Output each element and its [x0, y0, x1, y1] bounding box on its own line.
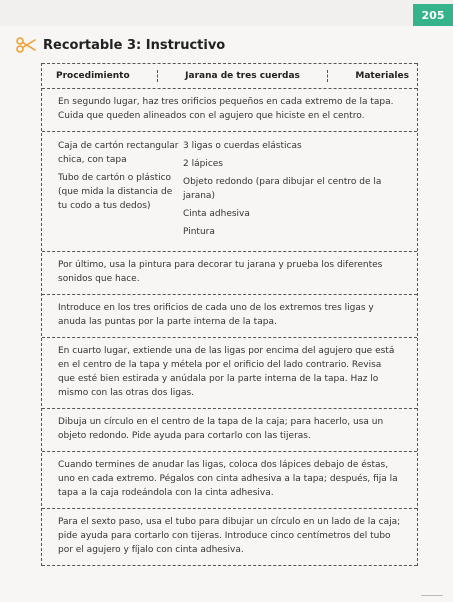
- page-title: Recortable 3: Instructivo: [43, 37, 226, 53]
- step-card: Dibuja un círculo en el centro de la tapa de la caja; para hacerlo, usa un objeto redondo. Pide ayuda para cortarlo con las tijeras.: [42, 408, 417, 451]
- header-materiales: Materiales: [355, 71, 409, 81]
- step-card: Cuando termines de anudar las ligas, coloca dos lápices debajo de éstas, uno en cada extremo. Pégalos con cinta adhesiva a la tapa; después, fija la tapa a la caja rodeándola con la cinta adhesiva.: [42, 451, 417, 508]
- top-band: [0, 0, 453, 26]
- scissors-icon: [15, 37, 37, 53]
- step-card: Introduce en los tres orificios de cada uno de los extremos tres ligas y anuda las puntas por la parte interna de la tapa.: [42, 294, 417, 337]
- header-jarana: Jarana de tres cuerdas: [185, 71, 300, 81]
- corner-mark: [421, 595, 443, 602]
- header-separator: [157, 70, 158, 82]
- material-item: 3 ligas o cuerdas elásticas: [183, 141, 302, 151]
- step-card: Para el sexto paso, usa el tubo para dibujar un círculo en un lado de la caja; pide ayuda para cortarlo con tijeras. Introduce cinco centímetros del tubo por el agujero y fíjalo con cinta adhesiva.: [42, 508, 417, 566]
- material-item: Cinta adhesiva: [183, 209, 250, 219]
- cutout-card: [41, 63, 418, 566]
- page-number: 205: [413, 4, 453, 26]
- materials-right-column: [183, 139, 401, 243]
- step-card: Por último, usa la pintura para decorar tu jarana y prueba los diferentes sonidos que hace.: [42, 251, 417, 294]
- material-item: Tubo de cartón o plástico (que mida la distancia de tu codo a tus dedos): [58, 173, 173, 211]
- step-card: En segundo lugar, haz tres orificios pequeños en cada extremo de la tapa. Cuida que queden alineados con el agujero que hiciste en el centro.: [42, 88, 417, 131]
- material-item: Objeto redondo (para dibujar el centro de la jarana): [183, 177, 382, 201]
- material-item: Caja de cartón rectangular chica, con tapa: [58, 141, 179, 165]
- material-item: Pintura: [183, 227, 215, 237]
- title-row: [15, 37, 225, 53]
- card-header: [42, 63, 417, 88]
- materials-left-column: [58, 139, 183, 243]
- header-separator: [327, 70, 328, 82]
- header-procedimiento: Procedimiento: [56, 71, 130, 81]
- step-card: En cuarto lugar, extiende una de las ligas por encima del agujero que está en el centro de la tapa y métela por el orificio del lado contrario. Revisa que esté bien estirada y anúdala por la parte interna de la tapa. Haz lo mismo con las otras dos ligas.: [42, 337, 417, 408]
- materials-card: [42, 131, 417, 251]
- material-item: 2 lápices: [183, 159, 223, 169]
